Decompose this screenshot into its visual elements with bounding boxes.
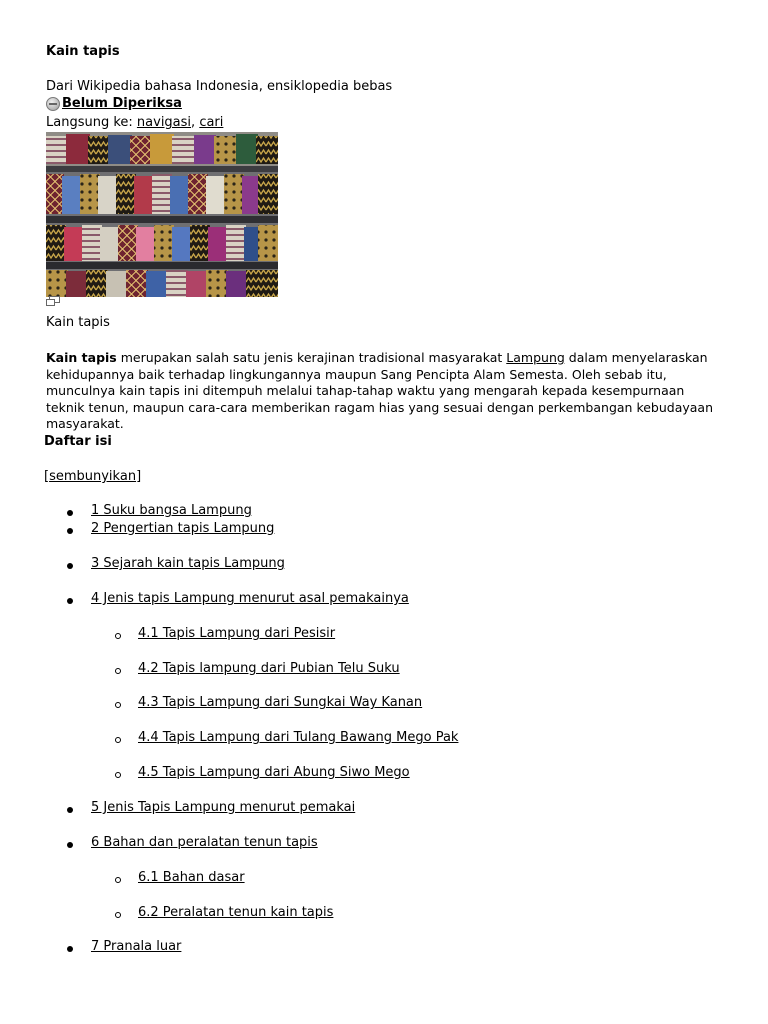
toc-subbullet bbox=[115, 702, 121, 708]
toc-item-4-5[interactable]: 4.5 Tapis Lampung dari Abung Siwo Mego bbox=[138, 765, 410, 780]
toc-title: Daftar isi bbox=[44, 434, 112, 449]
toc-subbullet bbox=[115, 772, 121, 778]
toc-bracket-close: ] bbox=[136, 469, 142, 484]
toc-item-2[interactable]: 2 Pengertian tapis Lampung bbox=[91, 521, 275, 536]
toc-item-6-2[interactable]: 6.2 Peralatan tenun kain tapis bbox=[138, 905, 334, 920]
toc-bullet bbox=[67, 807, 73, 813]
intro-bold-term: Kain tapis bbox=[46, 350, 117, 365]
toc-subbullet bbox=[115, 737, 121, 743]
toc-item-1[interactable]: 1 Suku bangsa Lampung bbox=[91, 503, 252, 518]
toc-item-4-1[interactable]: 4.1 Tapis Lampung dari Pesisir bbox=[138, 626, 336, 641]
intro-paragraph bbox=[46, 350, 726, 433]
toc-toggle bbox=[44, 469, 141, 484]
review-status[interactable] bbox=[46, 96, 182, 111]
unchecked-status-icon bbox=[46, 97, 60, 111]
toc-item-4-4[interactable]: 4.4 Tapis Lampung dari Tulang Bawang Mego Pak bbox=[138, 730, 459, 745]
toc-bullet bbox=[67, 563, 73, 569]
jump-navigation-link[interactable]: navigasi bbox=[136, 115, 192, 130]
toc-bracket-open: [ bbox=[44, 469, 50, 484]
toc-subbullet bbox=[115, 877, 121, 883]
page-title: Kain tapis bbox=[46, 44, 120, 59]
source-line: Dari Wikipedia bahasa Indonesia, ensiklopedia bebas bbox=[46, 79, 393, 94]
toc-bullet bbox=[67, 842, 73, 848]
toc-item-6[interactable]: 6 Bahan dan peralatan tenun tapis bbox=[91, 835, 318, 850]
toc-item-7[interactable]: 7 Pranala luar bbox=[91, 939, 182, 954]
intro-text-1: merupakan salah satu jenis kerajinan tradisional masyarakat bbox=[116, 350, 507, 365]
toc-item-3[interactable]: 3 Sejarah kain tapis Lampung bbox=[91, 556, 285, 571]
toc-item-4-2[interactable]: 4.2 Tapis lampung dari Pubian Telu Suku bbox=[138, 661, 400, 676]
toc-bullet bbox=[67, 528, 73, 534]
toc-bullet bbox=[67, 946, 73, 952]
toc-item-5[interactable]: 5 Jenis Tapis Lampung menurut pemakai bbox=[91, 800, 356, 815]
jump-search-link[interactable]: cari bbox=[199, 115, 224, 130]
toc-bullet bbox=[67, 510, 73, 516]
intro-text-2: dalam menyelaraskan kehidupannya baik terhadap lingkungannya maupun Sang Pencipta Alam Semesta. Oleh sebab itu, munculnya kain tapis ini ditempuh melalui tahap-tahap waktu yang mengarah kepada kesempurnaan teknik tenun, maupun cara-cara memberikan ragam hias yang sesuai dengan perkembangan kebudayaan masyarakat. bbox=[46, 350, 714, 431]
toc-bullet bbox=[67, 598, 73, 604]
toc-subbullet bbox=[115, 912, 121, 918]
jump-to-line bbox=[46, 115, 223, 130]
toc-item-4-3[interactable]: 4.3 Tapis Lampung dari Sungkai Way Kanan bbox=[138, 695, 423, 710]
toc-item-4[interactable]: 4 Jenis tapis Lampung menurut asal pemakainya bbox=[91, 591, 409, 606]
review-status-link[interactable]: Belum Diperiksa bbox=[62, 96, 182, 111]
enlarge-icon[interactable] bbox=[46, 296, 60, 306]
fabric-shelves-image bbox=[46, 132, 278, 297]
toc-hide-link[interactable]: sembunyikan bbox=[49, 469, 137, 484]
image-caption: Kain tapis bbox=[46, 315, 110, 330]
tapis-fabric-photo[interactable] bbox=[46, 132, 278, 297]
toc-subbullet bbox=[115, 633, 121, 639]
toc-item-6-1[interactable]: 6.1 Bahan dasar bbox=[138, 870, 245, 885]
toc-subbullet bbox=[115, 668, 121, 674]
jump-to-prefix: Langsung ke: bbox=[46, 115, 133, 130]
jump-separator: , bbox=[191, 115, 200, 130]
lampung-link[interactable]: Lampung bbox=[506, 350, 565, 365]
